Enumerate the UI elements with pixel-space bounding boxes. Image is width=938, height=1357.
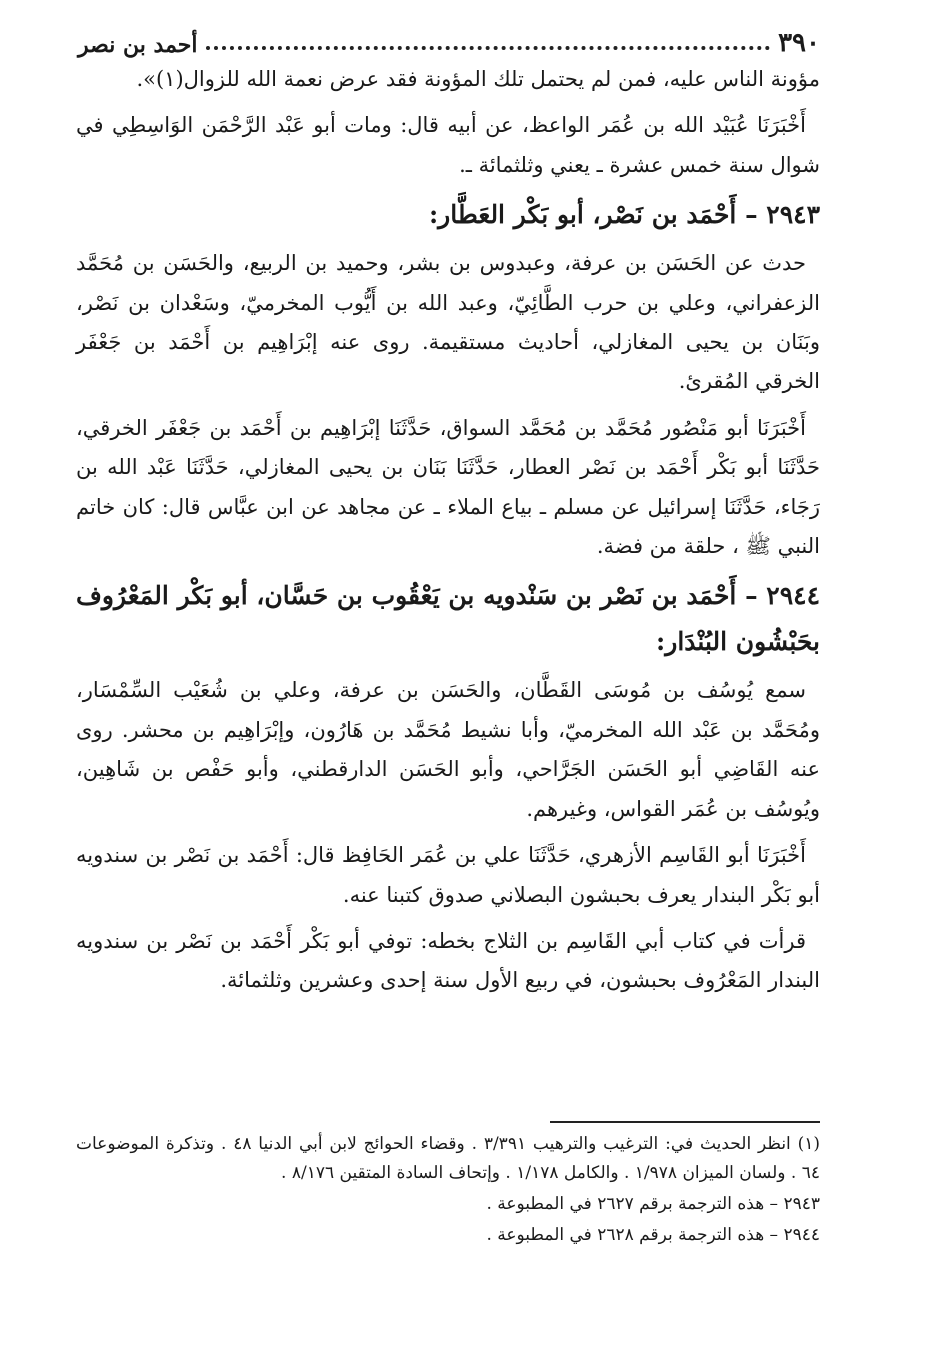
running-title: أحمد بن نصر	[78, 32, 198, 58]
paragraph-biography: حدث عن الحَسَن بن عرفة، وعبدوس بن بشر، وحميد بن الربيع، والحَسَن بن مُحَمَّد الزعفراني، وعلي بن حرب الطَّائِيّ، وعبد الله بن أَيُّوب المخرميّ، وسَعْدان بن نَصْر، وبَنَان بن يحيى المغازلي، أحاديث مستقيمة. روى عنه إبْرَاهِيم بن أَحْمَد بن جَعْفَر الخرقي المُقرئ.	[76, 251, 820, 394]
paragraph-continuation: مؤونة الناس عليه، فمن لم يحتمل تلك المؤونة فقد عرض نعمة الله للزوال(١)».	[136, 67, 820, 91]
footnote-2944: ٢٩٤٤ – هذه الترجمة برقم ٢٦٢٨ في المطبوعة .	[486, 1225, 820, 1245]
paragraph-biography: سمع يُوسُف بن مُوسَى القَطَّان، والحَسَن بن عرفة، وعلي بن شُعَيْب السِّمْسَار، ومُحَمَّد بن عَبْد الله المخرميّ، وأبا نشيط مُحَمَّد بن هَارُون، وإبْرَاهِيم بن محشر. روى عنه القَاضِي أبو الحَسَن الجَرَّاحي، وأبو الحَسَن الدارقطني، وأبو حَفْص بن شَاهِين، ويُوسُف بن عُمَر القواس، وغيرهم.	[76, 678, 820, 821]
header-leader-dots	[206, 46, 771, 50]
page-number: ٣٩٠	[778, 28, 820, 58]
footnotes	[76, 1130, 820, 1252]
footnote-separator	[550, 1121, 820, 1123]
paragraph-hadith: أَخْبَرَنَا أبو مَنْصُور مُحَمَّد بن مُحَمَّد السواق، حَدَّثَنَا إبْرَاهِيم بن أَحْمَد بن جَعْفَر الخرقي، حَدَّثَنَا أبو بَكْر أَحْمَد بن نَصْر العطار، حَدَّثَنَا بَنَان بن يحيى المغازلي، حَدَّثَنَا عَبْد الله بن رَجَاء، حَدَّثَنَا إسرائيل عن مسلم ـ بياع الملاء ـ عن مجاهد عن ابن عبَّاس قال: كان خاتم النبي ﷺ ، حلقة من فضة.	[76, 415, 820, 559]
paragraph-narration: أَخْبَرَنَا أبو القَاسِم الأزهري، حَدَّثَنَا علي بن عُمَر الحَافِظ قال: أَحْمَد بن نَصْر بن سندويه أبو بَكْر البندار يعرف بحبشون البصلاني صدوق كتبنا عنه.	[76, 843, 820, 907]
main-text	[76, 60, 820, 1008]
paragraph-narration: أَخْبَرَنَا عُبَيْد الله بن عُمَر الواعظ، عن أبيه قال: ومات أبو عَبْد الرَّحْمَن الوَاسِطِي في شوال سنة خمس عشرة ـ يعني وثلثمائة ـ.	[76, 113, 820, 177]
footnote-1: (١) انظر الحديث في: الترغيب والترهيب ٣/٣٩١ . وقضاء الحوائج لابن أبي الدنيا ٤٨ . وتذكرة الموضوعات ٦٤ . ولسان الميزان ١/٩٧٨ . والكامل ١/١٧٨ . وإتحاف السادة المتقين ٨/١٧٦ .	[76, 1134, 821, 1183]
footnote-2943: ٢٩٤٣ – هذه الترجمة برقم ٢٦٢٧ في المطبوعة .	[486, 1194, 820, 1214]
paragraph-death-note: قرأت في كتاب أبي القَاسِم بن الثلاج بخطه: توفي أبو بَكْر أَحْمَد بن نَصْر بن سندويه البندار المَعْرُوف بحبشون، في ربيع الأول سنة إحدى وعشرين وثلثمائة.	[76, 928, 820, 993]
entry-heading-2944: ٢٩٤٤ – أَحْمَد بن نَصْر بن سَنْدويه بن يَعْقُوب بن حَسَّان، أبو بَكْر المَعْرُوف بحَبْشُون البُنْدَار:	[76, 581, 820, 657]
page-header	[78, 12, 820, 58]
entry-heading-2943: ٢٩٤٣ – أَحْمَد بن نَصْر، أبو بَكْر العَطَّار:	[428, 200, 820, 230]
